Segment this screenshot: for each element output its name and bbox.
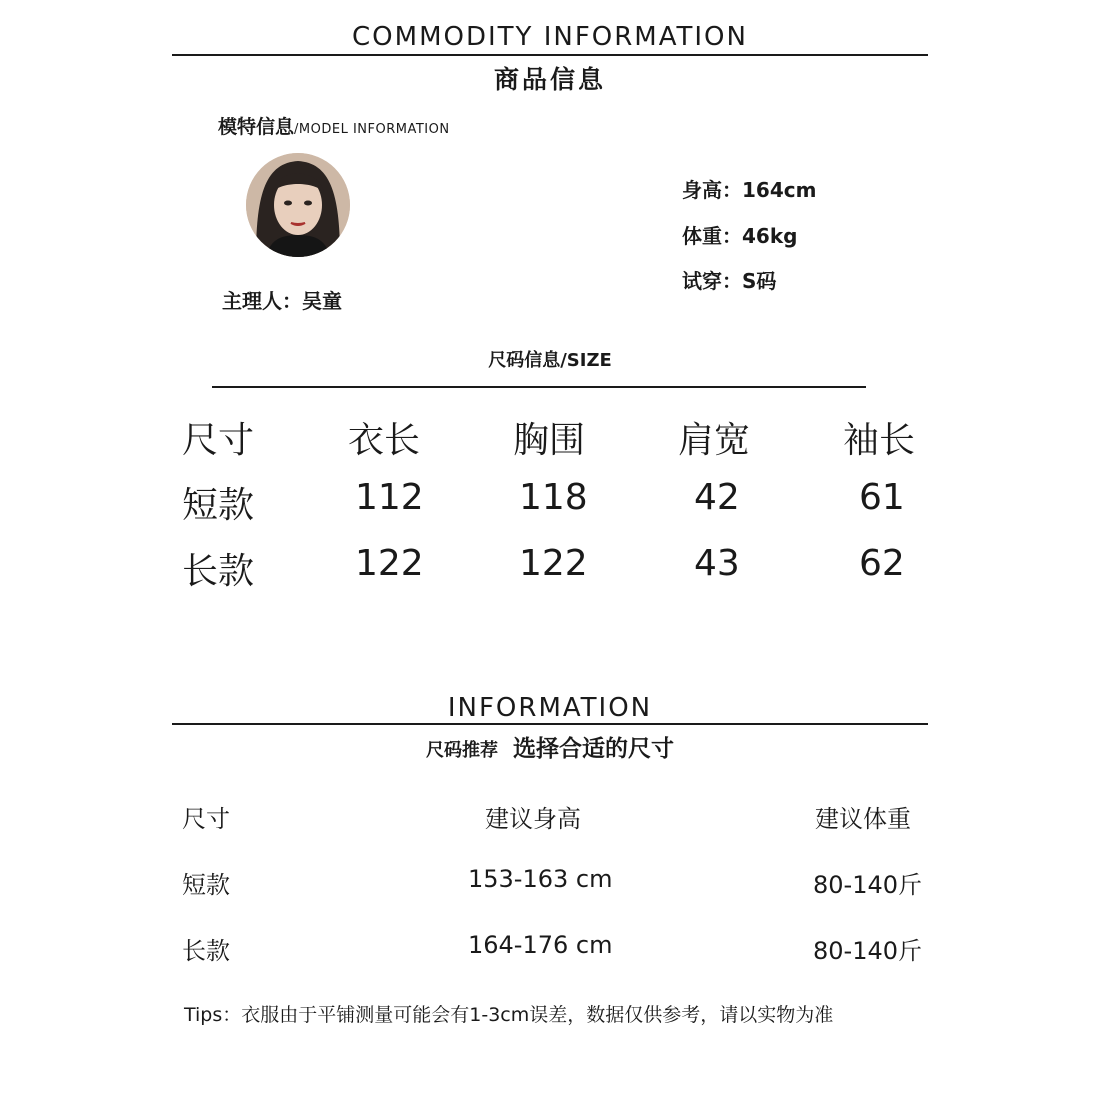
recommend-row-label: 长款 <box>182 937 230 965</box>
title-cn: 商品信息 <box>493 65 606 94</box>
stat-fit-label: 试穿： <box>682 269 742 293</box>
recommend-header-cell: 建议体重 <box>815 805 911 833</box>
size-header-cell: 尺寸 <box>182 420 255 461</box>
header-divider <box>172 54 928 56</box>
info-title-en: INFORMATION <box>447 693 653 723</box>
recommend-cell: 80-140斤 <box>813 937 923 965</box>
size-row-label: 长款 <box>182 551 255 592</box>
model-section-title <box>218 112 450 139</box>
size-row-label: 短款 <box>182 485 255 526</box>
size-cell: 62 <box>859 543 905 584</box>
size-header-cell: 肩宽 <box>678 420 751 461</box>
model-portrait-icon <box>246 153 350 257</box>
size-header-cell: 胸围 <box>513 420 586 461</box>
size-cell: 118 <box>519 477 588 518</box>
size-header-cell: 袖长 <box>843 420 916 461</box>
host-name: 吴童 <box>302 289 342 313</box>
size-cell: 42 <box>694 477 740 518</box>
size-cell: 61 <box>859 477 905 518</box>
stat-height-label: 身高： <box>682 178 742 202</box>
stat-height-value: 164cm <box>742 178 817 202</box>
recommend-cell: 80-140斤 <box>813 871 923 899</box>
recommend-cell: 164-176 cm <box>468 931 613 959</box>
size-cell: 122 <box>519 543 588 584</box>
info-subtitle-large: 选择合适的尺寸 <box>513 736 675 762</box>
size-cell: 43 <box>694 543 740 584</box>
recommend-cell: 153-163 cm <box>468 865 613 893</box>
info-subtitle <box>0 730 1100 763</box>
model-title-en: /MODEL INFORMATION <box>294 122 450 137</box>
stat-weight-value: 46kg <box>742 224 798 248</box>
recommend-row-label: 短款 <box>182 871 230 899</box>
tips-note: Tips：衣服由于平铺测量可能会有1-3cm误差，数据仅供参考，请以实物为准 <box>184 1004 834 1026</box>
title-en: COMMODITY INFORMATION <box>352 22 748 52</box>
info-divider <box>172 723 928 725</box>
stat-weight-label: 体重： <box>682 224 742 248</box>
size-cell: 112 <box>355 477 424 518</box>
model-title-cn: 模特信息 <box>218 116 295 138</box>
stat-fit <box>682 265 776 294</box>
size-section-title: 尺码信息/SIZE <box>488 350 612 371</box>
recommend-header-cell: 建议身高 <box>485 805 581 833</box>
info-subtitle-small: 尺码推荐 <box>425 740 498 761</box>
stat-fit-value: S码 <box>742 269 777 293</box>
recommend-header-cell: 尺寸 <box>182 805 230 833</box>
size-cell: 122 <box>355 543 424 584</box>
size-divider <box>212 386 866 388</box>
stat-weight <box>682 220 797 249</box>
host-label: 主理人： <box>222 289 302 313</box>
stat-height <box>682 174 816 203</box>
host-line <box>222 285 342 314</box>
size-header-cell: 衣长 <box>348 420 421 461</box>
model-avatar <box>246 153 350 257</box>
